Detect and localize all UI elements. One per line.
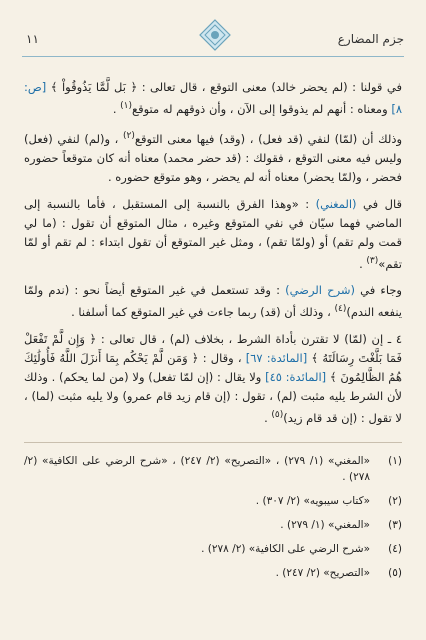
footnote-marker: (٤) bbox=[334, 304, 347, 315]
footnote-item bbox=[24, 453, 402, 485]
footnote-item bbox=[24, 541, 402, 557]
footnote-number: (٢) bbox=[388, 495, 402, 508]
footnote-marker: (٥) bbox=[271, 410, 284, 421]
footnote-text: «المغني» (١/ ٢٧٩) ، «التصريح» (٢/ ٢٤٧) ، «شرح الرضي على الكافية» (٢/ ٢٧٨) . bbox=[24, 455, 370, 484]
paragraph-text: . bbox=[264, 411, 272, 426]
page-number: ١١ bbox=[26, 32, 39, 46]
paragraph-text: . bbox=[359, 256, 367, 271]
footnotes bbox=[24, 453, 402, 581]
footnote-item bbox=[24, 493, 402, 509]
paragraph-text: ، وذلك أن (قد) ربما جاءت في غير المتوقع كما أسلفنا . bbox=[71, 305, 335, 320]
footnote-number: (٣) bbox=[388, 519, 402, 532]
page-title: جزم المضارع bbox=[337, 32, 404, 46]
citation: (المغني) bbox=[315, 196, 357, 211]
citation: [ص: ٨] bbox=[24, 80, 402, 116]
footnote-number: (١) bbox=[388, 455, 402, 468]
paragraph-text: وجاء في bbox=[355, 283, 402, 298]
paragraph bbox=[24, 127, 402, 187]
paragraph-text: ، وقال : ﴿ وَمَن لَّمْ يَحْكُم بِمَا أَنزَلَ اللَّهُ فَأُولَٰئِكَ هُمُ الظَّالِمُونَ ﴾ bbox=[24, 351, 402, 385]
footnote-text: «المغني» (١/ ٢٧٩) . bbox=[280, 519, 370, 532]
paragraph-text: : وقد تستعمل في غير المتوقع أيضاً نحو : (ندم ولمّا ينفعه الندم) bbox=[24, 283, 402, 320]
citation: (شرح الرضي) bbox=[285, 283, 356, 298]
paragraph-text: ولا يقال : (إن لمّا تفعل) ولا (من لما يحكم) . وذلك لأن الشرط يليه مثبت (لم) ، تقول : (إن قام زيد قام عمرو) ولا يليه مثبت (لما) ، لا تقول : (إن قد قام زيد) bbox=[24, 370, 402, 426]
paragraph bbox=[24, 195, 402, 274]
header bbox=[22, 22, 404, 62]
footnote-number: (٤) bbox=[388, 543, 402, 556]
paragraph-text: ٤ ـ إن (لمّا) لا تقترن بأداة الشرط ، بخلاف (لم) ، قال تعالى : ﴿ وَإِن لَّمْ تَفْعَلْ فَمَا بَلَّغْتَ رِسَالَتَهُ ﴾ bbox=[24, 332, 402, 366]
paragraph bbox=[24, 281, 402, 322]
footnote-text: «التصريح» (٢/ ٢٤٧) . bbox=[275, 567, 370, 580]
footnote-marker: (٣) bbox=[366, 255, 379, 266]
footnote-item bbox=[24, 565, 402, 581]
paragraph-text: وذلك أن (لمّا) لنفي (قد فعل) ، (وقد) فيها معنى التوقع bbox=[134, 131, 402, 146]
citation: [المائدة: ٤٥] bbox=[265, 370, 327, 385]
footnote-item bbox=[24, 517, 402, 533]
footnote-text: «كتاب سيبويه» (٢/ ٣٠٧) . bbox=[255, 495, 370, 508]
paragraph-list bbox=[24, 78, 402, 428]
footnote-marker: (٢) bbox=[123, 130, 135, 141]
footnote-separator bbox=[24, 442, 402, 443]
paragraph-text: في قولنا : (لم يحضر خالد) معنى التوقع ، قال تعالى : ﴿ بَل لَّمَّا يَذُوقُواْ ﴾ bbox=[46, 80, 402, 94]
main-text bbox=[24, 78, 402, 589]
footnote-marker: (١) bbox=[120, 101, 132, 111]
footnote-number: (٥) bbox=[388, 567, 402, 580]
paragraph-text: ومعناه : أنهم لم يذوقوا إلى الآن ، وأن ذوقهم له متوقع bbox=[132, 101, 392, 116]
paragraph bbox=[24, 330, 402, 428]
paragraph bbox=[24, 78, 402, 119]
header-divider bbox=[22, 56, 404, 57]
citation: [المائدة: ٦٧] bbox=[245, 351, 308, 366]
paragraph-text: قال في bbox=[356, 196, 402, 211]
paragraph-text: : «وهذا الفرق بالنسبة إلى المستقبل ، فأما بالنسبة إلى الماضي فهما سيّان في نفي المتوقع وغيره ، مثال المتوقع أن تقول : (ما لي قمت ولم تقم) أو (ولمّا تقم) ، ومثل غير المتوقع أن تقول ابتداء : لم تقم أو لمّا تقم» bbox=[24, 196, 402, 271]
footnote-text: «شرح الرضي على الكافية» (٢/ ٢٧٨) . bbox=[201, 543, 370, 556]
paragraph-text: . bbox=[112, 101, 121, 116]
paragraph-text: ، و(لم) لنفي (فعل) وليس فيه معنى التوقع ، فقولك : (قد حضر محمد) معناه أنه كان متوقعاً حضوره فحضر ، و(لمّا يحضر) معناه أنه لم يحضر ، وهو متوقع حضوره . bbox=[24, 131, 402, 184]
publisher-logo-icon bbox=[198, 18, 232, 52]
